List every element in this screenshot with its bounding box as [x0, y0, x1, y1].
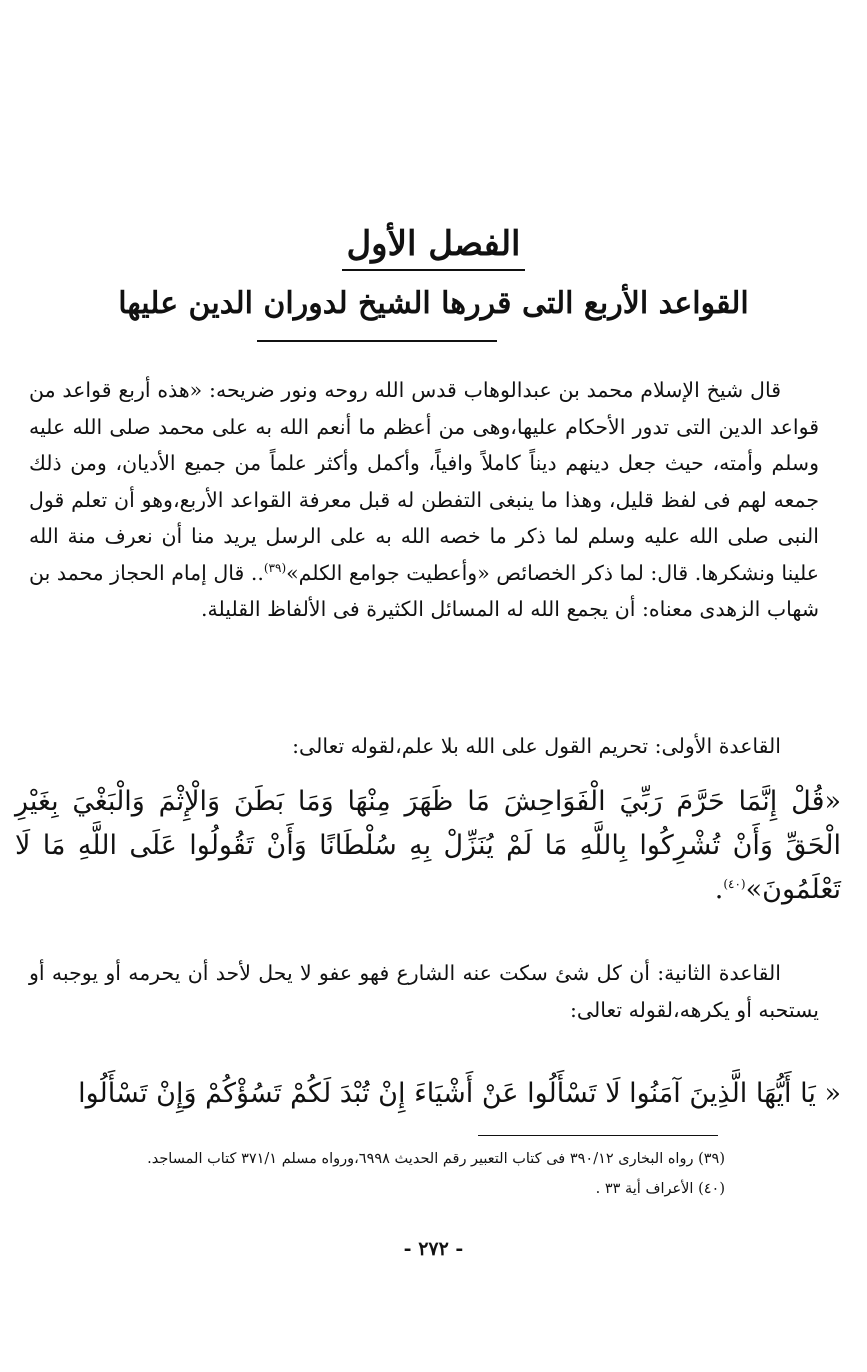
intro-text-b: .. قال إمام الحجاز محمد بن شهاب الزهدى معناه: أن يجمع الله له المسائل الكثيرة فى الألفاظ القليلة.	[29, 560, 819, 621]
footnote-39-number: (٣٩)	[698, 1151, 725, 1167]
intro-paragraph	[29, 372, 819, 628]
quran-verse-2: « يَا أَيُّهَا الَّذِينَ آمَنُوا لَا تَسْأَلُوا عَنْ أَشْيَاءَ إِنْ تُبْدَ لَكُمْ تَسُؤْكُمْ وَإِنْ تَسْأَلُوا	[78, 1078, 841, 1109]
chapter-title	[0, 222, 867, 271]
footnote-40-text: الأعراف أية ٣٣ .	[595, 1181, 694, 1197]
page-number: - ٢٧٢ -	[403, 1238, 464, 1260]
chapter-subtitle: القواعد الأربع التى قررها الشيخ لدوران الدين عليها	[118, 286, 749, 321]
rule-two-paragraph: القاعدة الثانية: أن كل شئ سكت عنه الشارع فهو عفو لا يحل لأحد أن يحرمه أو يوجبه أو يستحبه أو يكرهه،لقوله تعالى:	[29, 961, 819, 1022]
intro-text-a: قال شيخ الإسلام محمد بن عبدالوهاب قدس الله روحه ونور ضريحه: «هذه أربع قواعد من قواعد الدين التى تدور الأحكام عليها،وهى من أعظم ما أنعم الله به على محمد صلى الله عليه وسلم وأمته، حيث جعل دينهم ديناً كاملاً وافياً، وأكمل وأكثر علماً من جميع الأديان، ومن ذلك جمعه لهم فى لفظ قليل، وهذا ما ينبغى التفطن له قبل معرفة القواعد الأربع،وهو أن تعلم قول النبى صلى الله عليه وسلم لما ذكر ما خصه الله به على الرسل يريد منا أن نعرف منة الله علينا ونشكرها. قال: لما ذكر الخصائص «وأعطيت جوامع الكلم»	[29, 378, 819, 585]
footnote-39	[25, 1148, 725, 1170]
footnote-39-text: رواه البخارى ٣٩٠/١٢ فى كتاب التعبير رقم الحديث ٦٩٩٨،ورواه مسلم ٣٧١/١ كتاب المساجد.	[147, 1151, 694, 1167]
footnote-separator	[478, 1135, 718, 1136]
quran-verse-1-text: «قُلْ إِنَّمَا حَرَّمَ رَبِّيَ الْفَوَاحِشَ مَا ظَهَرَ مِنْهَا وَمَا بَطَنَ وَالْإِثْمَ وَالْبَغْيَ بِغَيْرِ الْحَقِّ وَأَنْ تُشْرِكُوا بِاللَّهِ مَا لَمْ يُنَزِّلْ بِهِ سُلْطَانًا وَأَنْ تَقُولُوا عَلَى اللَّهِ مَا لَا تَعْلَمُونَ»	[15, 786, 841, 905]
rule-one-heading: القاعدة الأولى: تحريم القول على الله بلا علم،لقوله تعالى:	[292, 734, 781, 758]
footnote-ref-39: (٣٩)	[263, 560, 287, 575]
quran-verse-1	[15, 780, 841, 912]
subtitle-underline	[257, 340, 497, 342]
chapter-title-text: الفصل الأول	[342, 222, 524, 271]
footnote-ref-40: (٤٠)	[723, 877, 746, 891]
footnote-40	[25, 1178, 725, 1200]
verse-end-mark: .	[714, 874, 724, 905]
footnote-40-number: (٤٠)	[698, 1181, 725, 1197]
